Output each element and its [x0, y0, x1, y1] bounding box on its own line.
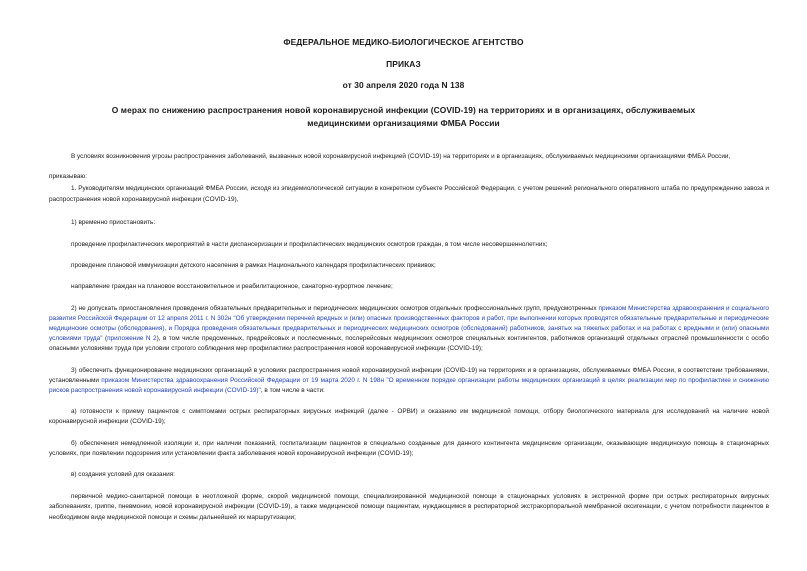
document-body	[49, 152, 769, 523]
intro-paragraph: В условиях возникновения угрозы распространения заболеваний, вызванных новой коронавирусной инфекцией (COVID-19) на территориях и в организациях, обслуживаемых медицинскими организациями ФМБА России,	[71, 153, 731, 160]
item-1-1: 1) временно приостановить:	[71, 218, 156, 226]
item-1: 1. Руководителям медицинских организаций ФМБА России, исходя из эпидемиологической ситуации в конкретном субъекте Российской Федерации, с учетом решений регионального оперативного штаба по предупреждению завоза и распространения новой коронавирусной инфекции (COVID-19),	[49, 185, 769, 203]
document-date-number: от 30 апреля 2020 года N 138	[342, 80, 465, 90]
item-1-1-b: проведение плановой иммунизации детского населения в рамках Национального календаря профилактических прививок;	[71, 262, 436, 270]
item-1-2-text-end: ), в том числе предсменных, предрейсовых и послесменных, послерейсовых медицинских осмотров специальных контингентов, работников организаций отдельных отраслей промышленности с особо опасными условиями труда при условии строгого соблюдения мер профилактики распространения новой коронавирусной инфекции (COVID-19);	[49, 335, 769, 353]
item-1-2-text-start: 2) не допускать приостановления проведения обязательных предварительных и периодических медицинских осмотров отдельных профессиональных групп, предусмотренных	[71, 304, 599, 312]
item-1-2	[49, 304, 769, 355]
item-1-1-a: проведение профилактических мероприятий в части диспансеризации и профилактических медицинских осмотров граждан, в том числе несовершеннолетних;	[71, 241, 548, 249]
item-1-1-c: направление граждан на плановое восстановительное и реабилитационное, санаторно-курортное лечение;	[71, 283, 393, 291]
item-1-3-text-start: 3) обеспечить функционирование медицинских организаций в условиях распространения новой коронавирусной инфекции (COVID-19) на территориях и в организациях, обслуживаемых ФМБА России, в соответствии требованиями, установленными	[49, 366, 769, 384]
item-1-3-c-1: первичной медико-санитарной помощи в неотложной форме, скорой медицинской помощи, специализированной медицинской помощи в стационарных условиях в экстренной форме при острых респираторных вирусных заболеваниях, гриппе, пневмонии, новой коронавирусной инфекции (COVID-19), а также медицинской помощи пациентам, нуждающимся в респираторной экстракорпоральной мембранной оксигенации, с учетом потребности пациентов в необходимом виде медицинской помощи и схемы дальнейшей их маршрутизации;	[49, 493, 769, 521]
order-word: приказываю:	[49, 173, 87, 181]
item-1-2-text-mid: (	[102, 335, 108, 343]
order-302n-link[interactable]: приказом Министерства здравоохранения и социального развития Российской Федерации от 12 апреля 2011 г. N 302н "Об утверждении перечней вредных и (или) опасных производственных факторов и работ, при выполнении которых проводятся обязательные предварительные и периодические медицинские осмотры (обследования), и Порядка проведения обязательных предварительных и периодических медицинских осмотров (обследований) работников, занятых на тяжелых работах и на работах с вредными и (или) опасными условиями труда"	[49, 304, 769, 343]
document-title: О мерах по снижению распространения новой коронавирусной инфекции (COVID-19) на территориях и в организациях, обслуживаемых медицинскими организациями ФМБА России	[111, 105, 696, 128]
item-1-3-a: а) готовности к приему пациентов с симптомами острых респираторных вирусных инфекций (далее - ОРВИ) и оказанию им медицинской помощи, отбору биологического материала для исследований на наличие новой коронавирусной инфекции (COVID-19);	[49, 408, 769, 426]
item-1-3-text-end: , в том числе в части:	[260, 387, 325, 395]
order-198n-link[interactable]: приказом Министерства здравоохранения Российской Федерации от 19 марта 2020 г. N 198н "О временном порядке организации работы медицинских организаций в целях реализации мер по профилактике и снижению рисков распространения новой коронавирусной инфекции (COVID-19)"	[49, 376, 769, 395]
agency-name: ФЕДЕРАЛЬНОЕ МЕДИКО-БИОЛОГИЧЕСКОЕ АГЕНТСТВО	[283, 37, 524, 47]
document-type: ПРИКАЗ	[386, 59, 421, 69]
appendix-2-link[interactable]: приложение N 2	[107, 335, 157, 343]
item-1-3	[49, 366, 769, 397]
item-1-3-b: б) обеспечения немедленной изоляции и, при наличии показаний, госпитализации пациентов в специально созданные для данного контингента медицинские организации, оказывающие медицинскую помощь в стационарных условиях, при появлении подозрения или установлении факта заболевания новой коронавирусной инфекции (COVID-19);	[49, 439, 769, 457]
item-1-3-c: в) создания условий для оказания:	[71, 471, 175, 479]
